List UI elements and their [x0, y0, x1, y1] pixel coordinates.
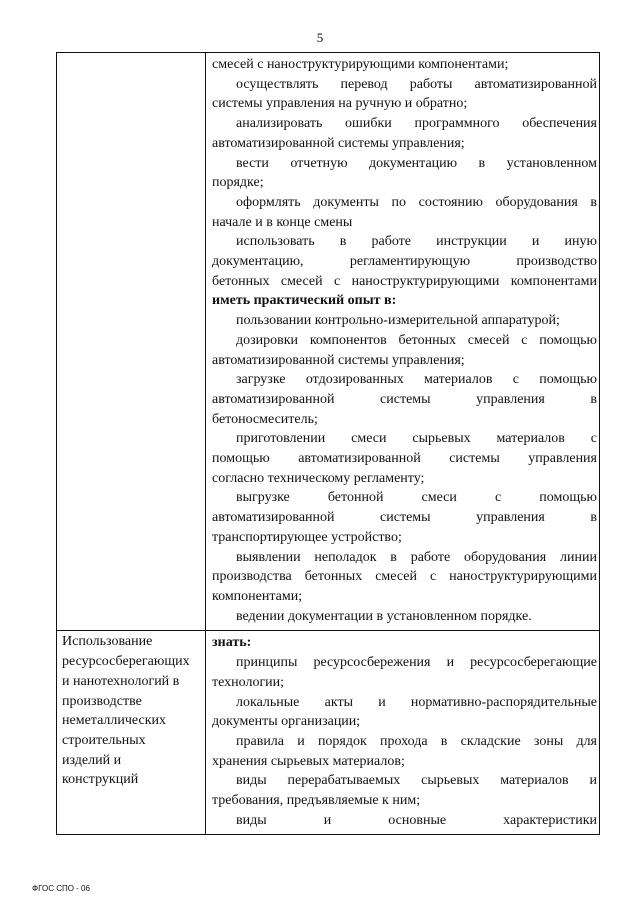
requirement-line: смесей с наноструктурирующими компонентами; [212, 57, 509, 72]
requirement-line: выгрузке бетонной смеси с помощью [236, 490, 597, 506]
requirement-line: порядке; [212, 175, 264, 191]
requirement-line: использовать в работе инструкции и иную [236, 234, 597, 250]
requirements-cell [206, 631, 600, 835]
requirement-line: локальные акты и нормативно-распорядительные [236, 694, 597, 710]
requirement-line: автоматизированной системы управления в [212, 510, 597, 526]
requirement-line: начале и в конце смены [212, 214, 353, 230]
competence-cell [57, 631, 206, 835]
requirement-line: вести отчетную документацию в установленном [236, 155, 597, 171]
requirement-line: осуществлять перевод работы автоматизированной [236, 76, 597, 92]
competence-text [57, 631, 205, 790]
requirement-line: анализировать ошибки программного обеспечения [236, 116, 597, 132]
table-row [57, 53, 600, 631]
requirement-line: транспортирующее устройство; [212, 529, 402, 545]
section-heading: иметь практический опыт в: [212, 293, 397, 309]
competence-line: ресурсосберегающих [62, 654, 190, 670]
requirement-line: виды перерабатываемых сырьевых материалов и [236, 773, 597, 789]
requirement-line: приготовлении смеси сырьевых материалов с [236, 431, 597, 447]
requirement-line: правила и порядок прохода в складские зоны для [236, 733, 597, 749]
standard-table [56, 52, 600, 835]
requirement-line: автоматизированной системы управления в [212, 391, 597, 407]
requirement-line: технологии; [212, 674, 285, 690]
requirement-line: ведении документации в установленном порядке. [236, 608, 532, 624]
requirement-line: выявлении неполадок в работе оборудования линии [236, 549, 597, 565]
requirement-line: оформлять документы по состоянию оборудования в [236, 194, 597, 210]
competence-line: конструкций [62, 772, 139, 788]
competence-line: и нанотехнологий в [62, 673, 180, 689]
requirement-line: помощью автоматизированной системы управления [212, 451, 597, 467]
requirement-line: виды и основные характеристики [236, 812, 597, 828]
competence-line: неметаллических [62, 713, 166, 729]
requirement-line: производства бетонных смесей с наноструктурирующими [212, 569, 597, 585]
requirement-line: бетонных смесей с наноструктурирующими компонентами [212, 273, 597, 289]
requirement-line: системы управления на ручную и обратно; [212, 96, 468, 112]
competence-cell-empty [57, 53, 206, 631]
table-row [57, 631, 600, 835]
requirement-line: согласно техническому регламенту; [212, 470, 425, 486]
requirement-line: компонентами; [212, 588, 303, 604]
competence-text [57, 53, 205, 54]
requirement-line: автоматизированной системы управления; [212, 352, 465, 368]
requirements-list [206, 53, 599, 630]
section-heading: знать: [212, 635, 252, 651]
requirements-list [206, 631, 599, 834]
requirement-line: загрузке отдозированных материалов с помощью [236, 372, 597, 388]
requirement-line: автоматизированной системы управления; [212, 135, 465, 151]
competence-line: строительных [62, 732, 146, 748]
competence-line: производстве [62, 693, 142, 709]
requirement-line: документы организации; [212, 714, 361, 730]
requirement-line: принципы ресурсосбережения и ресурсосберегающие [236, 655, 597, 671]
competence-line: Использование [62, 634, 153, 650]
requirement-line: пользовании контрольно-измерительной аппаратурой; [236, 313, 560, 329]
requirement-line: бетоносмеситель; [212, 411, 318, 427]
requirement-line: хранения сырьевых материалов; [212, 753, 405, 769]
page-number: 5 [316, 30, 324, 45]
requirements-cell [206, 53, 600, 631]
requirement-line: требования, предъявляемые к ним; [212, 793, 421, 809]
footer-code: ФГОС СПО - 06 [32, 884, 90, 893]
requirement-line: документацию, регламентирующую производство [212, 254, 597, 270]
requirement-line: дозировки компонентов бетонных смесей с помощью [236, 332, 597, 348]
competence-line: изделий и [62, 752, 122, 768]
